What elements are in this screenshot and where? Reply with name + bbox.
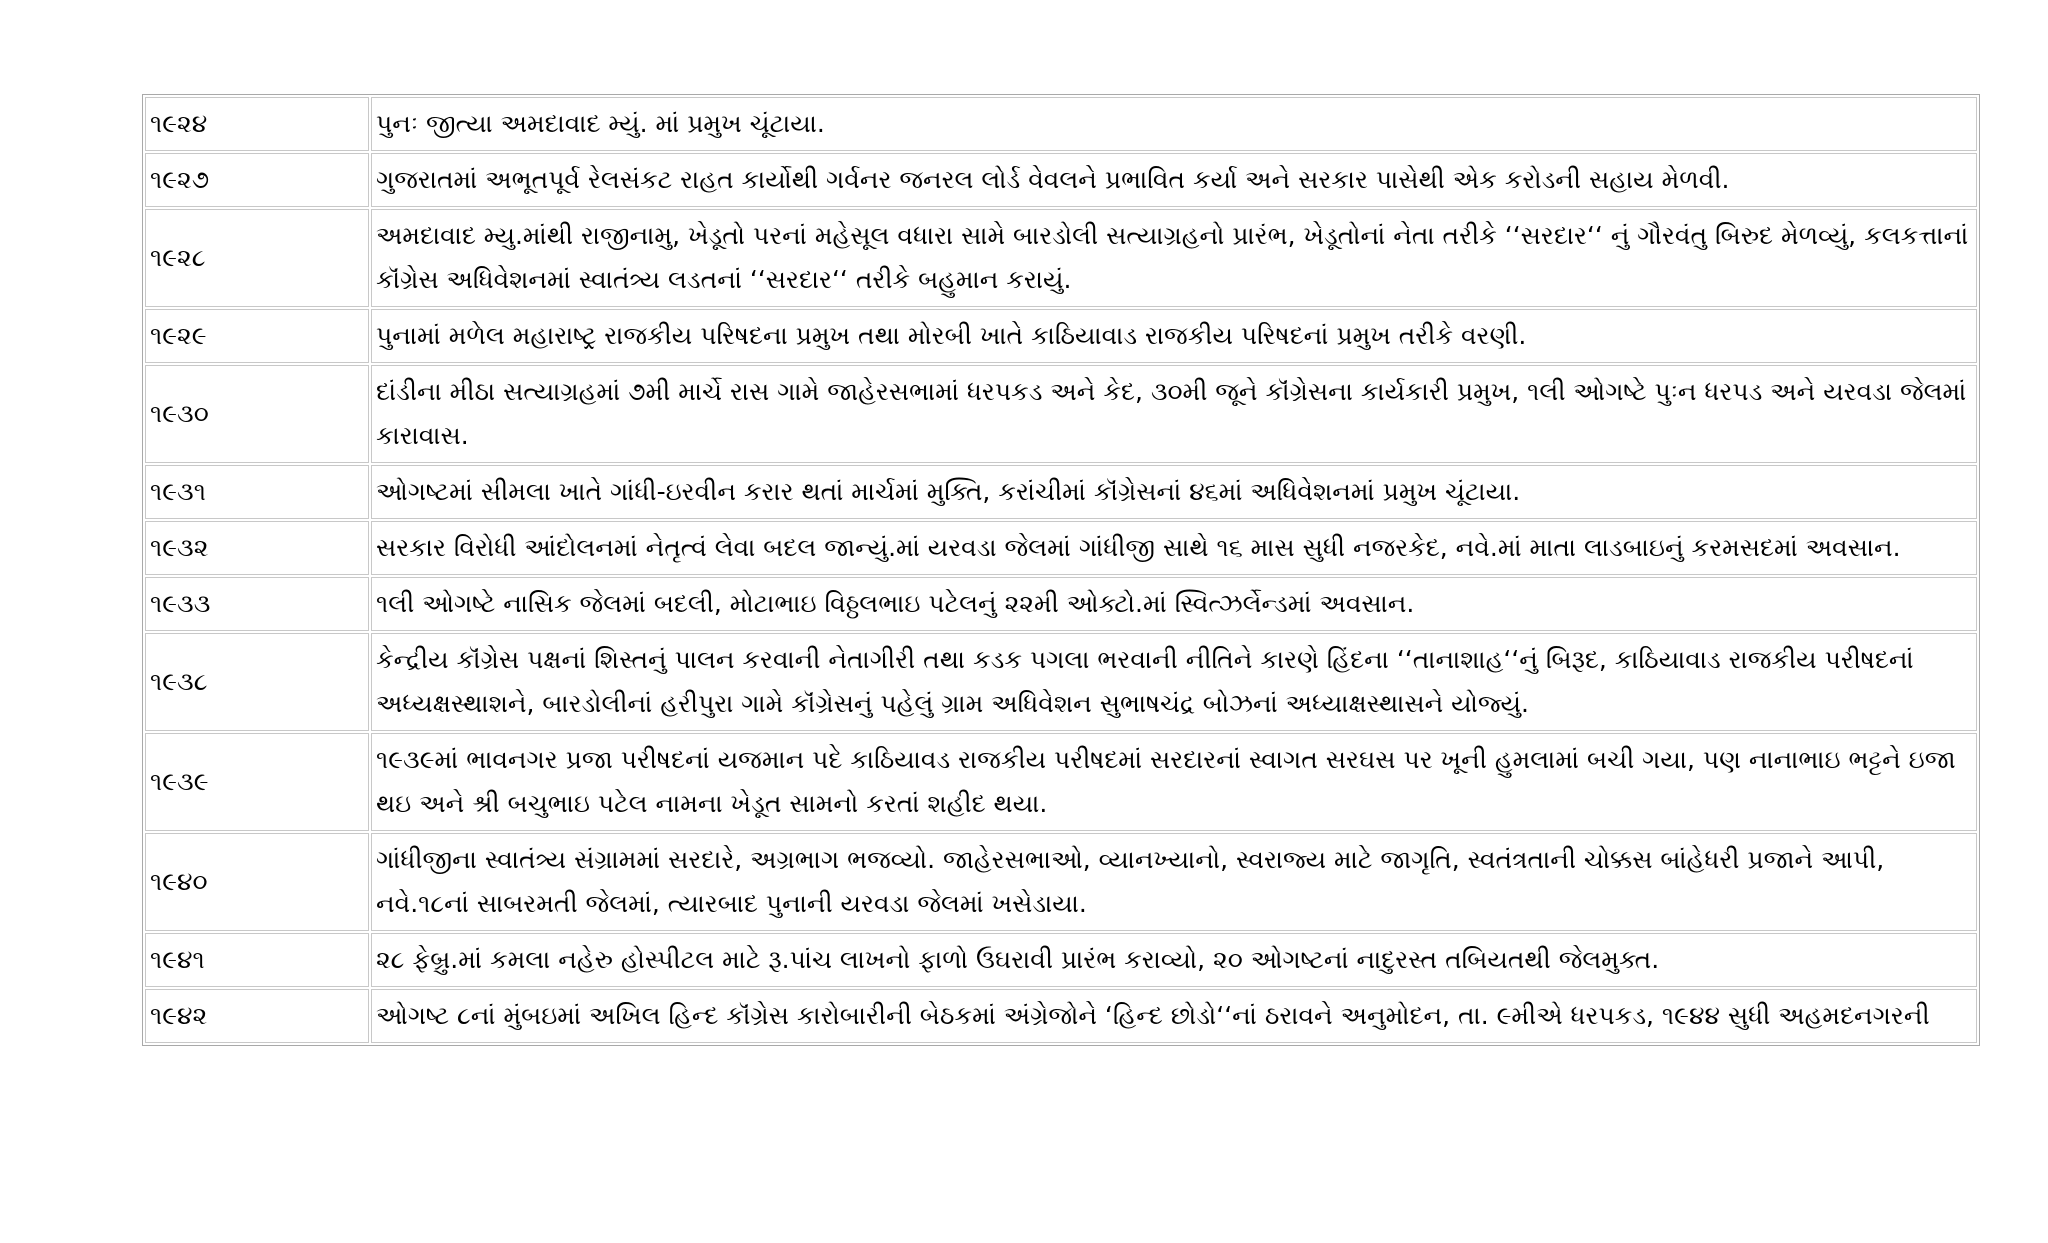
year-cell: ૧૯૩૮ — [145, 633, 369, 731]
event-cell: પુનઃ જીત્યા અમદાવાદ મ્યું. માં પ્રમુખ ચૂંટાયા. — [371, 97, 1977, 151]
event-cell: પુનામાં મળેલ મહારાષ્ટ્ર રાજકીય પરિષદના પ્રમુખ તથા મોરબી ખાતે કાઠિયાવાડ રાજકીય પરિષદનાં પ્રમુખ તરીકે વરણી. — [371, 309, 1977, 363]
table-row — [145, 833, 1977, 931]
table-row — [145, 153, 1977, 207]
year-cell: ૧૯૨૪ — [145, 97, 369, 151]
year-cell: ૧૯૨૭ — [145, 153, 369, 207]
table-row — [145, 365, 1977, 463]
table-row — [145, 209, 1977, 307]
table-row — [145, 521, 1977, 575]
year-cell: ૧૯૪૨ — [145, 989, 369, 1043]
year-cell: ૧૯૩૦ — [145, 365, 369, 463]
timeline-table — [142, 94, 1980, 1046]
table-row — [145, 97, 1977, 151]
event-cell: ઓગષ્ટ ૮નાં મુંબઇમાં અખિલ હિન્દ કૉંગ્રેસ કારોબારીની બેઠકમાં અંગ્રેજોને ‘હિન્દ છોડો‘‘નાં ઠરાવને અનુમોદન, તા. ૯મીએ ધરપકડ, ૧૯૪૪ સુધી અહમદનગરની — [371, 989, 1977, 1043]
event-cell: ૧૯૩૯માં ભાવનગર પ્રજા પરીષદનાં યજમાન પદે કાઠિયાવડ રાજકીય પરીષદમાં સરદારનાં સ્વાગત સરઘસ પર ખૂની હુમલામાં બચી ગયા, પણ નાનાભાઇ ભટ્ટને ઇજા થઇ અને શ્રી બચુભાઇ પટેલ નામના ખેડૂત સામનો કરતાં શહીદ થયા. — [371, 733, 1977, 831]
table-row — [145, 465, 1977, 519]
event-cell: કેન્દ્રીય કૉંગ્રેસ પક્ષનાં શિસ્તનું પાલન કરવાની નેતાગીરી તથા કડક પગલા ભરવાની નીતિને કારણે હિંદના ‘‘તાનાશાહ‘‘નું બિરૂદ, કાઠિયાવાડ રાજકીય પરીષદનાં અધ્યક્ષસ્થાશને, બારડોલીનાં હરીપુરા ગામે કૉંગ્રેસનું પહેલું ગ્રામ અધિવેશન સુભાષચંદ્ર બોઝનાં અધ્યાક્ષસ્થાસને યોજ્યું. — [371, 633, 1977, 731]
year-cell: ૧૯૨૮ — [145, 209, 369, 307]
table-row — [145, 989, 1977, 1043]
event-cell: ૨૮ ફેબ્રુ.માં કમલા નહેરુ હોસ્પીટલ માટે રૂ.પાંચ લાખનો ફાળો ઉઘરાવી પ્રારંભ કરાવ્યો, ૨૦ ઓગષ્ટનાં નાદુરસ્ત તબિયતથી જેલમુક્ત. — [371, 933, 1977, 987]
event-cell: અમદાવાદ મ્યુ.માંથી રાજીનામુ, ખેડૂતો પરનાં મહેસૂલ વધારા સામે બારડોલી સત્યાગ્રહનો પ્રારંભ, ખેડૂતોનાં નેતા તરીકે ‘‘સરદાર‘‘ નું ગૌરવંતુ બિરુદ મેળવ્યું, કલકત્તાનાં કૉંગ્રેસ અધિવેશનમાં સ્વાતંત્ર્ય લડતનાં ‘‘સરદાર‘‘ તરીકે બહુમાન કરાયું. — [371, 209, 1977, 307]
table-row — [145, 577, 1977, 631]
event-cell: ૧લી ઓગષ્ટે નાસિક જેલમાં બદલી, મોટાભાઇ વિઠ્ઠલભાઇ પટેલનું ૨૨મી ઓક્ટો.માં સ્વિત્ઝર્લેન્ડમાં અવસાન. — [371, 577, 1977, 631]
table-row — [145, 933, 1977, 987]
year-cell: ૧૯૩૯ — [145, 733, 369, 831]
year-cell: ૧૯૪૧ — [145, 933, 369, 987]
event-cell: દાંડીના મીઠા સત્યાગ્રહમાં ૭મી માર્ચે રાસ ગામે જાહેરસભામાં ધરપકડ અને કેદ, ૩૦મી જૂને કૉંગ્રેસના કાર્યકારી પ્રમુખ, ૧લી ઓગષ્ટે પુઃન ધરપડ અને યરવડા જેલમાં કારાવાસ. — [371, 365, 1977, 463]
year-cell: ૧૯૩૨ — [145, 521, 369, 575]
year-cell: ૧૯૩૧ — [145, 465, 369, 519]
table-row — [145, 733, 1977, 831]
year-cell: ૧૯૨૯ — [145, 309, 369, 363]
event-cell: ગુજરાતમાં અભૂતપૂર્વ રેલસંકટ રાહત કાર્યોથી ગર્વનર જનરલ લોર્ડ વેવલને પ્રભાવિત કર્યા અને સરકાર પાસેથી એક કરોડની સહાય મેળવી. — [371, 153, 1977, 207]
year-cell: ૧૯૩૩ — [145, 577, 369, 631]
table-row — [145, 633, 1977, 731]
event-cell: ઓગષ્ટમાં સીમલા ખાતે ગાંધી-ઇરવીન કરાર થતાં માર્ચમાં મુક્તિ, કરાંચીમાં કૉંગ્રેસનાં ૪૬માં અધિવેશનમાં પ્રમુખ ચૂંટાયા. — [371, 465, 1977, 519]
year-cell: ૧૯૪૦ — [145, 833, 369, 931]
event-cell: ગાંધીજીના સ્વાતંત્ર્ય સંગ્રામમાં સરદારે, અગ્રભાગ ભજવ્યો. જાહેરસભાઓ, વ્યાનખ્યાનો, સ્વરાજ્ય માટે જાગૃતિ, સ્વતંત્રતાની ચોક્કસ બાંહેધરી પ્રજાને આપી, નવે.૧૮નાં સાબરમતી જેલમાં, ત્યારબાદ પુનાની યરવડા જેલમાં ખસેડાયા. — [371, 833, 1977, 931]
table-row — [145, 309, 1977, 363]
event-cell: સરકાર વિરોધી આંદોલનમાં નેતૃત્વં લેવા બદલ જાન્યું.માં યરવડા જેલમાં ગાંધીજી સાથે ૧૬ માસ સુધી નજરકેદ, નવે.માં માતા લાડબાઇનું કરમસદમાં અવસાન. — [371, 521, 1977, 575]
